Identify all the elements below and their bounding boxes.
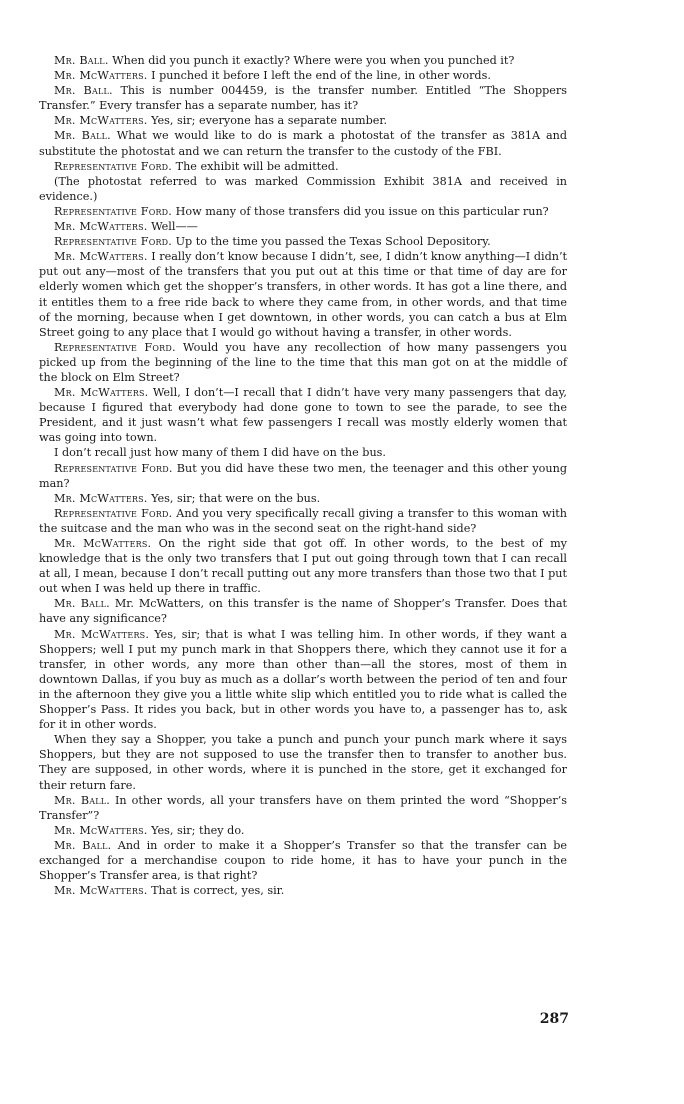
speech: I don’t recall just how many of them I did have on the bus. (54, 446, 386, 460)
speaker: Mr. Ball. (54, 129, 111, 143)
speech: Would you have any recollection of how many passengers you picked up from the beginning of the line to the time that this man got on at the middle of the block on Elm Street? (39, 340, 568, 384)
speaker: Representative Ford. (54, 340, 176, 354)
speaker: Representative Ford. (54, 204, 173, 218)
speaker: Mr. Ball. (54, 793, 110, 807)
paragraph (39, 219, 567, 234)
speech: Yes, sir; everyone has a separate number. (147, 114, 388, 128)
paragraph (39, 596, 567, 626)
paragraph (39, 732, 567, 792)
speaker: Mr. McWatters. (54, 114, 148, 128)
speech: I really don’t know because I didn’t, see, I didn’t know anything—I didn’t put out any—most of the transfers that you put out at this time or that time of day are for elderly women which get the shopper’s transfers, in other words. It has got a line there, and it entitles them to a free ride back to where they came from, in other words, and that time of the morning, because when I get downtown, in other words, you can catch a bus at Elm Street going to any place that I would go without having a transfer, in other words. (39, 250, 567, 339)
paragraph (39, 627, 567, 733)
speech: Yes, sir; that is what I was telling him. In other words, if they want a Shoppers; well I put my punch mark in that Shoppers there, which they cannot use it for a transfer, in other words, any more than other than—all the stores, most of them in downtown Dallas, if you buy as much as a dollar’s worth between the period of ten and four in the afternoon they give you a little white slip which entitled you to ride what is called the Shopper’s Pass. It rides you back, but in other words you have to, a passenger has to, ask for it in other words. (39, 627, 568, 732)
speech: Up to the time you passed the Texas School Depository. (172, 235, 491, 249)
paragraph (39, 204, 567, 219)
speech: But you did have these two men, the teenager and this other young man? (39, 461, 567, 490)
paragraph (39, 385, 567, 445)
speaker: Mr. McWatters. (54, 823, 148, 837)
paragraph (39, 68, 567, 83)
speech: Yes, sir; that were on the bus. (147, 491, 321, 505)
paragraph (39, 506, 567, 536)
speech: When they say a Shopper, you take a punch and punch your punch mark where it says Shoppers, but they are not supposed to use the transfer then to transfer to another bus. They are supposed, in other words, where it is punched in the store, get it exchanged for their return fare. (39, 733, 567, 792)
paragraph (39, 793, 567, 823)
paragraph (39, 461, 567, 491)
page-number: 287 (539, 1011, 569, 1027)
paragraph (39, 491, 567, 506)
speaker: Mr. McWatters. (54, 537, 152, 550)
speaker: Mr. McWatters. (54, 250, 148, 264)
paragraph (39, 883, 567, 898)
paragraph (39, 113, 567, 128)
speech: What we would like to do is mark a photostat of the transfer as 381A and substitute the photostat and we can return the transfer to the custody of the FBI. (39, 129, 567, 158)
speech: I punched it before I left the end of the line, in other words. (147, 69, 491, 83)
paragraph (39, 249, 567, 340)
speech: How many of those transfers did you issue on this particular run? (172, 204, 549, 218)
speaker: Representative Ford. (54, 235, 173, 249)
speaker: Mr. McWatters. (54, 491, 148, 505)
speaker: Representative Ford. (54, 159, 173, 173)
speech: When did you punch it exactly? Where were you when you punched it? (108, 54, 515, 67)
speaker: Mr. McWatters. (54, 884, 148, 898)
speech: Well, I don’t—I recall that I didn’t have very many passengers that day, because I figured that everybody had done gone to town to see the parade, to see the President, and it just wasn’t what few passengers I recall was mostly elderly women that was going into town. (39, 386, 567, 445)
speech: On the right side that got off. In other words, to the best of my knowledge that is the only two transfers that I put out going through town that I can recall at all, I mean, because I don’t recall putting out any more transfers than those two that I put out when I was held up there in traffic. (39, 537, 567, 596)
speaker: Mr. McWatters. (54, 627, 150, 641)
speaker: Mr. Ball. (54, 54, 109, 67)
paragraph (39, 838, 567, 883)
speech: The exhibit will be admitted. (172, 159, 339, 173)
speech: (The photostat referred to was marked Commission Exhibit 381A and received in evidence.) (39, 174, 567, 203)
speech: And in order to make it a Shopper’s Transfer so that the transfer can be exchanged for a merchandise coupon to ride home, it has to have your punch in the Shopper’s Transfer area, is that right? (39, 838, 567, 883)
speaker: Representative Ford. (54, 506, 173, 520)
speech: And you very specifically recall giving a transfer to this woman with the suitcase and the man who was in the second seat on the right-hand side? (39, 506, 567, 535)
speaker: Representative Ford. (54, 461, 173, 475)
speech: Yes, sir; they do. (147, 823, 245, 837)
speech: In other words, all your transfers have on them printed the word “Shopper’s Transfer”? (39, 793, 567, 822)
paragraph (39, 159, 567, 174)
speech: Mr. McWatters, on this transfer is the name of Shopper’s Transfer. Does that have any significance? (39, 597, 567, 626)
paragraph (39, 83, 567, 113)
transcript-body (39, 53, 567, 898)
speech: This is number 004459, is the transfer number. Entitled “The Shoppers Transfer.” Every transfer has a separate number, has it? (39, 84, 567, 113)
speech: That is correct, yes, sir. (147, 884, 285, 898)
paragraph (39, 234, 567, 249)
speaker: Mr. McWatters. (54, 220, 148, 234)
paragraph (39, 340, 567, 385)
paragraph (39, 445, 567, 460)
speaker: Mr. Ball. (54, 84, 113, 98)
speech: Well—— (147, 220, 198, 234)
paragraph (39, 823, 567, 838)
paragraph (39, 53, 567, 68)
speaker: Mr. Ball. (54, 838, 112, 852)
paragraph (39, 536, 567, 596)
speaker: Mr. Ball. (54, 597, 110, 611)
paragraph (39, 174, 567, 204)
speaker: Mr. McWatters. (54, 69, 148, 83)
paragraph (39, 128, 567, 158)
speaker: Mr. McWatters. (54, 386, 149, 400)
